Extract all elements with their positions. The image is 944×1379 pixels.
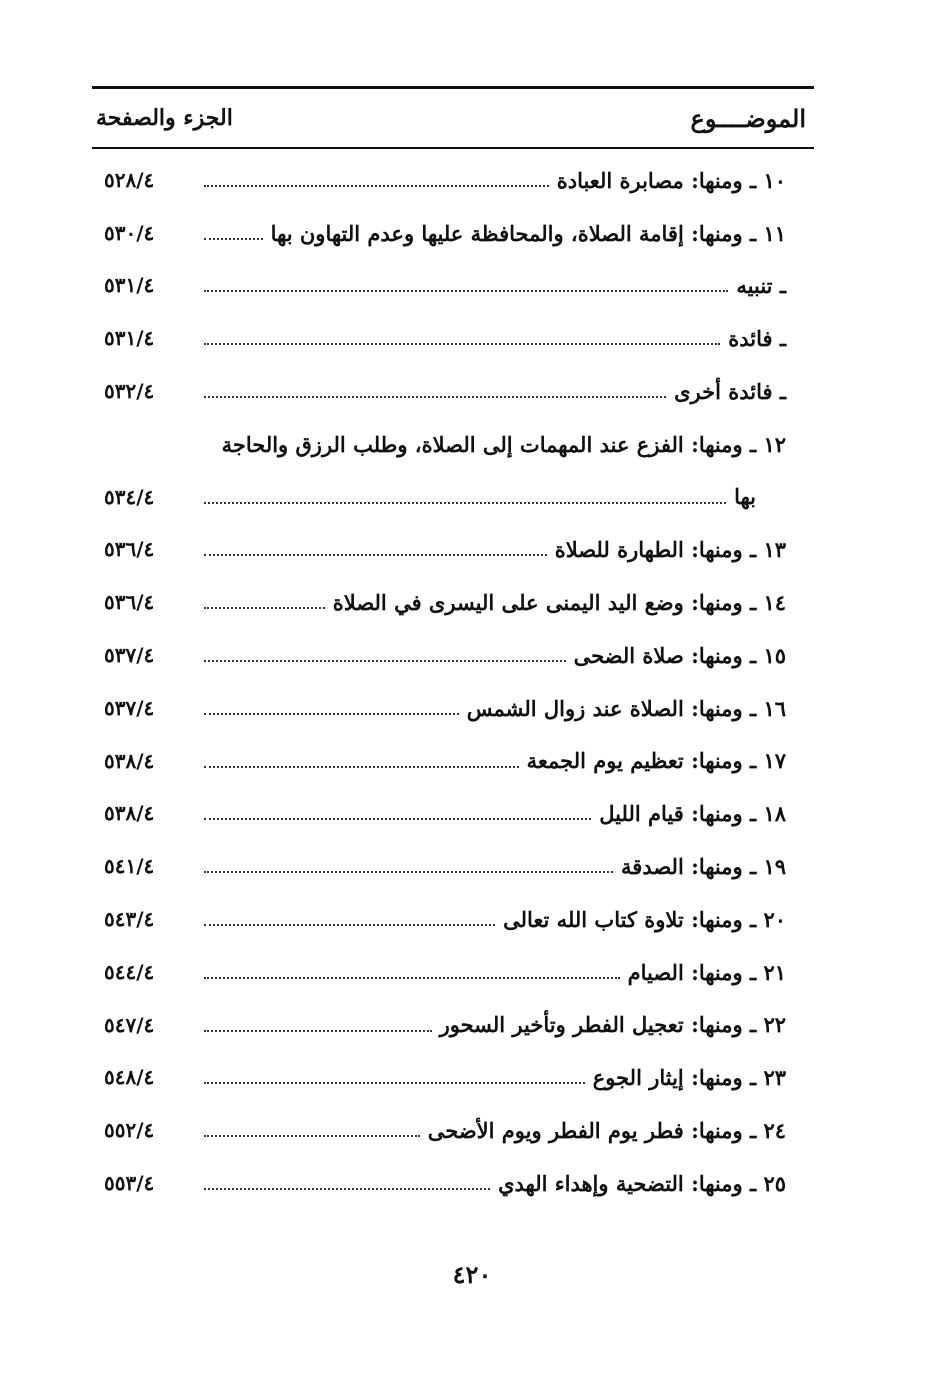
header-topic: الموضــــوع	[690, 103, 806, 133]
toc-entry-title	[490, 1172, 786, 1195]
toc-entry	[92, 466, 814, 519]
toc-entry-text: الفزع عند المهمات إلى الصلاة، وطلب الرزق والحاجة	[221, 431, 684, 457]
page-number: ٤٢٠	[452, 1260, 492, 1289]
toc-entry	[92, 1099, 814, 1152]
toc-entry-main	[204, 1119, 786, 1142]
toc-entry	[92, 783, 814, 836]
toc-entry-page: ٥٣١/٤	[104, 273, 155, 298]
toc-entry-title	[432, 1013, 786, 1036]
toc-entry-title	[566, 644, 786, 667]
toc-entry-main	[204, 802, 786, 825]
dot-leader	[204, 977, 620, 979]
toc-entry-main	[204, 697, 786, 720]
toc-entry-prefix: ١٤ ـ ومنها:	[691, 590, 786, 616]
toc-entry-text: تلاوة كتاب الله تعالى	[503, 906, 684, 932]
toc-entry	[92, 571, 814, 624]
toc-entry-prefix: ١٣ ـ ومنها:	[691, 537, 786, 563]
toc-entry-title	[214, 433, 786, 456]
toc-entry-page: ٥٤١/٤	[104, 854, 155, 879]
toc-entry-main	[204, 908, 786, 931]
toc-entry-prefix: ٢٢ ـ ومنها:	[691, 1012, 786, 1038]
toc-entry-prefix: ١٩ ـ ومنها:	[691, 854, 786, 880]
toc-entry-text: فائدة	[728, 326, 773, 352]
toc-entry-prefix: ـ	[779, 273, 786, 299]
toc-entry	[92, 835, 814, 888]
toc-entry-prefix: ٢٣ ـ ومنها:	[691, 1065, 786, 1091]
toc-entry-main	[204, 961, 786, 984]
toc-entry-main	[204, 222, 786, 245]
toc-entry-main	[204, 1172, 786, 1195]
dot-leader	[204, 238, 263, 240]
toc-entry-title	[613, 855, 786, 878]
toc-entry-page: ٥٣١/٤	[104, 326, 155, 351]
toc-entry-main	[204, 749, 786, 772]
toc-entry-prefix: ٢١ ـ ومنها:	[691, 959, 786, 985]
toc-entry	[92, 1047, 814, 1100]
toc-entry-text: فائدة أخرى	[674, 378, 773, 404]
toc-entry-text: تنبيه	[736, 273, 773, 299]
toc-entry-prefix: ٢٤ ـ ومنها:	[691, 1118, 786, 1144]
toc-entry	[92, 1152, 814, 1205]
dot-leader	[204, 607, 325, 609]
toc-entry	[92, 677, 814, 730]
toc-entry-page: ٥٥٢/٤	[104, 1118, 155, 1143]
toc-entry-title	[519, 749, 786, 772]
dot-leader	[204, 1030, 432, 1032]
toc-entry-prefix: ١١ ـ ومنها:	[691, 220, 786, 246]
toc-entry-prefix: ١٥ ـ ومنها:	[691, 642, 786, 668]
toc-entry	[92, 888, 814, 941]
toc-entry	[92, 149, 814, 202]
dot-leader	[204, 713, 459, 715]
toc-entry-page: ٥٢٨/٤	[104, 167, 155, 192]
dot-leader	[204, 185, 549, 187]
toc-entry-title	[325, 591, 786, 614]
dot-leader	[204, 818, 591, 820]
toc-entry-text: التضحية وإهداء الهدي	[498, 1170, 684, 1196]
toc-entry-page: ٥٣٢/٤	[104, 378, 155, 403]
toc-page	[92, 86, 814, 1205]
toc-entry-text: بها	[734, 484, 756, 510]
toc-entry-main	[204, 485, 756, 508]
toc-entry-text: وضع اليد اليمنى على اليسرى في الصلاة	[332, 590, 684, 616]
toc-entry-page: ٥٣٤/٤	[104, 484, 155, 509]
dot-leader	[204, 660, 566, 662]
toc-entry-main	[102, 433, 786, 456]
toc-entry-text: مصابرة العبادة	[556, 167, 684, 193]
dot-leader	[204, 396, 666, 398]
toc-entry-page: ٥٤٣/٤	[104, 906, 155, 931]
toc-entry-main	[204, 380, 786, 403]
toc-entry	[92, 730, 814, 783]
toc-entry-page: ٥٤٨/٤	[104, 1065, 155, 1090]
toc-entry	[92, 624, 814, 677]
toc-entry-page: ٥٣٦/٤	[104, 537, 155, 562]
dot-leader	[204, 871, 613, 873]
toc-entry-title	[495, 908, 786, 931]
dot-leader	[204, 502, 726, 504]
toc-entry	[92, 307, 814, 360]
toc-entry-page: ٥٣٨/٤	[104, 801, 155, 826]
dot-leader	[204, 290, 728, 292]
dot-leader	[204, 554, 547, 556]
toc-entry	[92, 519, 814, 572]
toc-entry-title	[549, 169, 786, 192]
toc-entry-prefix: ٢٥ ـ ومنها:	[691, 1170, 786, 1196]
toc-entry-title	[547, 538, 786, 561]
toc-entry-main	[204, 169, 786, 192]
toc-entry-main	[204, 538, 786, 561]
toc-entry-title	[420, 1119, 786, 1142]
dot-leader	[204, 343, 720, 345]
toc-entry-title	[720, 327, 786, 350]
toc-entry-page: ٥٣٧/٤	[104, 642, 155, 667]
toc-entry-text: صلاة الضحى	[573, 642, 684, 668]
toc-entry-main	[204, 1066, 786, 1089]
toc-entry-prefix: ١٢ ـ ومنها:	[691, 431, 786, 457]
toc-entry-text: قيام الليل	[599, 801, 684, 827]
toc-entry-title	[591, 802, 786, 825]
toc-entry-title	[728, 274, 786, 297]
toc-entry-page: ٥٣٨/٤	[104, 748, 155, 773]
toc-entry-text: تعظيم يوم الجمعة	[526, 748, 684, 774]
toc-entry-prefix: ١٦ ـ ومنها:	[691, 695, 786, 721]
toc-entry-title	[585, 1066, 786, 1089]
toc-entry-title	[263, 222, 786, 245]
toc-entry-text: الصدقة	[621, 854, 684, 880]
toc-entry-page: ٥٥٣/٤	[104, 1170, 155, 1195]
toc-entry-prefix: ١٨ ـ ومنها:	[691, 801, 786, 827]
toc-entry-text: فطر يوم الفطر ويوم الأضحى	[427, 1118, 684, 1144]
toc-entry-title	[726, 485, 756, 508]
toc-entry-prefix: ـ	[779, 378, 786, 404]
toc-entry-main	[204, 274, 786, 297]
dot-leader	[204, 924, 495, 926]
toc-entry-title	[459, 697, 786, 720]
toc-entry-page: ٥٣٦/٤	[104, 590, 155, 615]
toc-entry	[92, 202, 814, 255]
header-page-column: الجزء والصفحة	[96, 105, 233, 131]
toc-entry-main	[204, 1013, 786, 1036]
toc-entry-text: الصلاة عند زوال الشمس	[466, 695, 684, 721]
toc-entry-text: تعجيل الفطر وتأخير السحور	[439, 1012, 684, 1038]
toc-entry-page: ٥٤٧/٤	[104, 1012, 155, 1037]
dot-leader	[204, 1135, 420, 1137]
toc-entry	[92, 994, 814, 1047]
toc-entry-main	[204, 855, 786, 878]
toc-entry-title	[666, 380, 786, 403]
toc-entry-prefix: ٢٠ ـ ومنها:	[691, 906, 786, 932]
dot-leader	[204, 1188, 490, 1190]
toc-entry-title	[620, 961, 786, 984]
dot-leader	[204, 766, 519, 768]
toc-entry-prefix: ١٠ ـ ومنها:	[691, 167, 786, 193]
toc-header	[92, 89, 814, 147]
toc-entry	[92, 255, 814, 308]
toc-entry-text: الطهارة للصلاة	[554, 537, 684, 563]
toc-entry-prefix: ـ	[779, 326, 786, 352]
toc-entry	[92, 360, 814, 413]
toc-entry-main	[204, 644, 786, 667]
toc-entries	[92, 149, 814, 1205]
dot-leader	[204, 1082, 585, 1084]
toc-entry-page: ٥٣٧/٤	[104, 695, 155, 720]
toc-entry-text: الصيام	[627, 959, 684, 985]
toc-entry-prefix: ١٧ ـ ومنها:	[691, 748, 786, 774]
toc-entry	[92, 413, 814, 466]
toc-entry-page: ٥٣٠/٤	[104, 220, 155, 245]
toc-entry-text: إقامة الصلاة، والمحافظة عليها وعدم التهاون بها	[270, 220, 684, 246]
toc-entry-main	[204, 327, 786, 350]
toc-entry-text: إيثار الجوع	[592, 1065, 684, 1091]
toc-entry-page: ٥٤٤/٤	[104, 959, 155, 984]
toc-entry	[92, 941, 814, 994]
toc-entry-main	[204, 591, 786, 614]
